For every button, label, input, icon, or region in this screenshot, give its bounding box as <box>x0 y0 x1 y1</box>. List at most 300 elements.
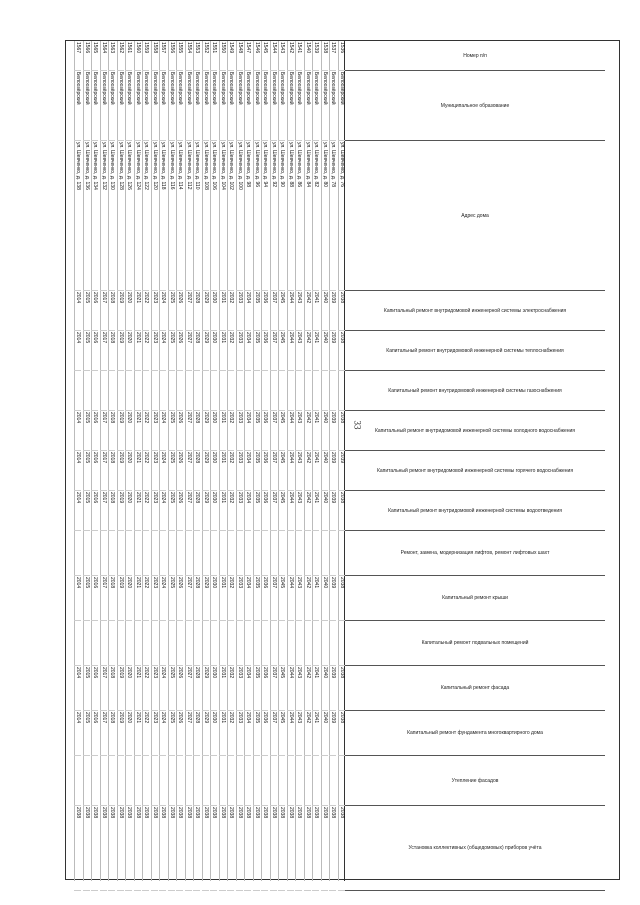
table-cell: 2043 <box>296 576 303 621</box>
table-cell: 2022 <box>143 291 150 331</box>
table-cell: 2020 <box>126 331 133 371</box>
table-cell: 2040 <box>321 451 328 491</box>
table-cell <box>270 531 277 576</box>
header-label: Номер п/п <box>463 52 487 59</box>
table-cell: 2034 <box>245 331 252 371</box>
header-label: Муниципальное образование <box>440 102 510 109</box>
table-cell <box>75 756 82 806</box>
table-cell: 2022 <box>143 411 150 451</box>
table-cell: 2041 <box>313 331 320 371</box>
table-cell <box>134 621 141 666</box>
table-cell: 1553 <box>194 41 201 71</box>
header-cell <box>345 666 605 711</box>
table-cell <box>134 756 141 806</box>
table-cell: 2032 <box>228 411 235 451</box>
table-cell: ул. Шевченко, д. 114 <box>177 141 184 291</box>
table-cell: Белоозёрский <box>168 71 175 141</box>
table-cell <box>236 371 243 411</box>
table-cell: 2030 <box>211 291 218 331</box>
header-label: Установка коллективных (общедомовых) приборов учёта <box>408 845 542 851</box>
header-label: Капитальный ремонт крыши <box>442 595 508 601</box>
table-cell <box>177 531 184 576</box>
table-cell <box>202 621 209 666</box>
table-row <box>245 41 252 881</box>
table-cell: 2029 <box>202 451 209 491</box>
table-cell <box>134 531 141 576</box>
table-row <box>304 41 311 881</box>
table-cell: ул. Шевченко, д. 104 <box>219 141 226 291</box>
table-cell <box>75 621 82 666</box>
table-cell: 2021 <box>134 291 141 331</box>
table-cell: 2015 <box>83 666 90 711</box>
table-cell: 1548 <box>236 41 243 71</box>
table-row <box>202 41 209 881</box>
table-cell <box>75 531 82 576</box>
table-cell <box>177 756 184 806</box>
table-cell: 2029 <box>202 666 209 711</box>
table-cell: 2042 <box>304 331 311 371</box>
table-cell: Белоозёрский <box>194 71 201 141</box>
table-cell <box>287 371 294 411</box>
table-cell: 1544 <box>270 41 277 71</box>
table-cell: 2038 <box>338 411 345 451</box>
table-cell: 2042 <box>304 666 311 711</box>
table-cell: ул. Шевченко, д. 78 <box>330 141 337 291</box>
table-cell: 2020 <box>126 291 133 331</box>
table-cell: 2041 <box>313 576 320 621</box>
table-cell: 2022 <box>143 331 150 371</box>
table-cell <box>262 621 269 666</box>
table-cell: 2025 <box>168 576 175 621</box>
table-cell: 1561 <box>126 41 133 71</box>
table-cell: 2019 <box>117 666 124 711</box>
table-cell: 2038 <box>194 806 201 891</box>
table-cell: 2029 <box>202 711 209 756</box>
table-cell: 2030 <box>211 491 218 531</box>
table-cell: 2039 <box>338 451 345 491</box>
table-cell: 2042 <box>304 291 311 331</box>
table-cell: 2037 <box>270 576 277 621</box>
table-cell: 2040 <box>321 491 328 531</box>
table-row <box>83 41 90 881</box>
table-cell <box>211 371 218 411</box>
table-cell: 2020 <box>126 711 133 756</box>
table-cell: 2016 <box>92 451 99 491</box>
table-cell <box>151 756 158 806</box>
table-cell: 2043 <box>296 331 303 371</box>
table-cell <box>279 621 286 666</box>
table-cell: 2044 <box>287 491 294 531</box>
table-cell: 2035 <box>253 451 260 491</box>
table-cell: 2042 <box>304 491 311 531</box>
table-row <box>262 41 269 881</box>
table-cell <box>236 621 243 666</box>
table-cell: 2037 <box>270 491 277 531</box>
table-cell: 2033 <box>236 576 243 621</box>
table-cell: 2040 <box>321 411 328 451</box>
table-cell: 2035 <box>253 711 260 756</box>
table-cell <box>279 371 286 411</box>
table-row <box>287 41 294 881</box>
table-cell <box>143 621 150 666</box>
table-cell: 2020 <box>126 491 133 531</box>
table-cell: 2038 <box>92 806 99 891</box>
table-cell <box>228 621 235 666</box>
table-cell: 2044 <box>287 411 294 451</box>
table-cell <box>219 371 226 411</box>
table-cell <box>296 756 303 806</box>
table-row <box>177 41 184 881</box>
table-cell <box>287 621 294 666</box>
table-cell: 2015 <box>83 291 90 331</box>
table-cell <box>236 756 243 806</box>
table-cell: 2014 <box>75 666 82 711</box>
table-cell: 2031 <box>219 411 226 451</box>
table-cell: 2039 <box>330 411 337 451</box>
table-cell: 2015 <box>83 491 90 531</box>
table-cell: 2029 <box>202 331 209 371</box>
table-row <box>143 41 150 881</box>
table-cell: 2040 <box>321 291 328 331</box>
table-cell: 2024 <box>160 666 167 711</box>
table-cell: 2038 <box>151 806 158 891</box>
table-cell <box>304 756 311 806</box>
table-cell: 2017 <box>100 411 107 451</box>
table-cell: 2038 <box>117 806 124 891</box>
table-cell <box>126 531 133 576</box>
table-cell: 2025 <box>168 291 175 331</box>
table-cell: 2025 <box>168 411 175 451</box>
header-label: Капитальный ремонт внутридомовой инженерной системы горячего водоснабжения <box>376 467 574 474</box>
table-row <box>185 41 192 881</box>
table-cell: 2023 <box>151 411 158 451</box>
table-cell <box>245 756 252 806</box>
table-cell <box>321 531 328 576</box>
table-cell: Белоозёрский <box>134 71 141 141</box>
table-cell: 2041 <box>313 711 320 756</box>
table-cell <box>92 621 99 666</box>
table-cell: Белоозёрский <box>117 71 124 141</box>
table-cell: ул. Шевченко, д. 76 <box>338 141 345 291</box>
table-cell: 1549 <box>228 41 235 71</box>
table-row <box>270 41 277 881</box>
table-cell <box>194 621 201 666</box>
table-cell: 2019 <box>117 331 124 371</box>
table-cell: 2014 <box>75 491 82 531</box>
table-cell <box>100 621 107 666</box>
table-cell: ул. Шевченко, д. 98 <box>245 141 252 291</box>
table-cell <box>253 531 260 576</box>
header-label: Капитальный ремонт внутридомовой инженерной системы теплоснабжения <box>386 347 564 354</box>
table-cell: 2025 <box>168 451 175 491</box>
table-cell: 1555 <box>177 41 184 71</box>
table-cell: 2038 <box>338 291 345 331</box>
table-cell: 2022 <box>143 491 150 531</box>
table-cell: 1538 <box>321 41 328 71</box>
table-cell: 2023 <box>151 331 158 371</box>
table-cell: 2033 <box>236 331 243 371</box>
table-cell: ул. Шевченко, д. 126 <box>126 141 133 291</box>
table-cell: 1554 <box>185 41 192 71</box>
rotated-table-area <box>65 40 575 851</box>
table-cell: ул. Шевченко, д. 138 <box>75 141 82 291</box>
table-cell: 2041 <box>313 491 320 531</box>
table-cell <box>160 621 167 666</box>
table-cell <box>279 756 286 806</box>
table-cell <box>151 371 158 411</box>
table-cell: 2042 <box>304 451 311 491</box>
table-cell: ул. Шевченко, д. 116 <box>168 141 175 291</box>
table-cell <box>202 531 209 576</box>
table-cell <box>338 621 345 666</box>
table-cell <box>313 531 320 576</box>
table-cell: 2043 <box>296 411 303 451</box>
table-cell: Белоозёрский <box>270 71 277 141</box>
table-cell: 2031 <box>219 491 226 531</box>
table-cell: 2018 <box>109 331 116 371</box>
table-cell: 2032 <box>228 331 235 371</box>
table-cell <box>151 621 158 666</box>
table-cell: Белоозёрский <box>126 71 133 141</box>
table-cell: ул. Шевченко, д. 102 <box>228 141 235 291</box>
table-cell: 2014 <box>75 331 82 371</box>
table-cell: ул. Шевченко, д. 110 <box>194 141 201 291</box>
table-cell <box>304 371 311 411</box>
table-cell: 2040 <box>321 576 328 621</box>
table-cell: 2018 <box>109 491 116 531</box>
table-cell <box>177 621 184 666</box>
table-cell: ул. Шевченко, д. 82 <box>313 141 320 291</box>
table-cell: 1545 <box>262 41 269 71</box>
header-label: Капитальный ремонт внутридомовой инженерной системы водоотведения <box>388 507 562 514</box>
table-cell: 2032 <box>228 291 235 331</box>
table-cell: 2042 <box>304 411 311 451</box>
table-row <box>194 41 201 881</box>
table-body <box>64 41 345 881</box>
table-cell: Белоозёрский <box>185 71 192 141</box>
table-cell <box>168 371 175 411</box>
table-cell: 2024 <box>160 711 167 756</box>
table-cell: 2036 <box>262 411 269 451</box>
table-cell <box>83 531 90 576</box>
table-cell: ул. Шевченко, д. 84 <box>304 141 311 291</box>
table-cell: 2024 <box>160 451 167 491</box>
table-cell <box>330 531 337 576</box>
table-cell: 2018 <box>109 451 116 491</box>
table-cell: 1543 <box>279 41 286 71</box>
header-label: Адрес дома <box>461 212 489 219</box>
table-cell: 2038 <box>338 491 345 531</box>
table-cell: ул. Шевченко, д. 108 <box>202 141 209 291</box>
table-cell: 2026 <box>177 491 184 531</box>
table-cell: Белоозёрский <box>287 71 294 141</box>
table-cell: 2038 <box>126 806 133 891</box>
table-cell: 2016 <box>92 411 99 451</box>
table-cell: 2038 <box>228 806 235 891</box>
table-cell: 2038 <box>143 806 150 891</box>
table-cell: 2038 <box>321 806 328 891</box>
table-cell <box>117 756 124 806</box>
table-cell: 2028 <box>194 711 201 756</box>
table-cell: 2027 <box>185 291 192 331</box>
table-row <box>236 41 243 881</box>
table-cell: 2037 <box>270 451 277 491</box>
table-cell: 2027 <box>185 711 192 756</box>
table-cell: Белоозёрский <box>279 71 286 141</box>
table-cell: 2035 <box>253 291 260 331</box>
table-cell: 2019 <box>117 491 124 531</box>
table-cell: 2037 <box>270 711 277 756</box>
table-cell: 2044 <box>287 331 294 371</box>
table-cell: 2031 <box>219 711 226 756</box>
table-cell: 2040 <box>321 711 328 756</box>
table-cell <box>194 756 201 806</box>
table-cell <box>194 531 201 576</box>
table-cell: 2020 <box>126 576 133 621</box>
table-cell: 2044 <box>287 666 294 711</box>
table-cell: 2038 <box>177 806 184 891</box>
table-cell: 2038 <box>202 806 209 891</box>
table-cell: Белоозёрский <box>151 71 158 141</box>
table-cell: 2022 <box>143 711 150 756</box>
table-cell: 2019 <box>117 451 124 491</box>
header-label: Ремонт, замена, модернизация лифтов, ремонт лифтовых шахт <box>400 550 550 556</box>
table-cell: 2032 <box>228 666 235 711</box>
table-row <box>219 41 226 881</box>
table-cell: 2038 <box>109 806 116 891</box>
table-cell <box>202 756 209 806</box>
table-cell: 2035 <box>253 491 260 531</box>
table-cell: 2038 <box>83 806 90 891</box>
header-cell <box>345 141 605 291</box>
table-cell: 1539 <box>313 41 320 71</box>
table-cell: 2039 <box>330 491 337 531</box>
header-cell <box>345 806 605 891</box>
table-cell: 2045 <box>279 291 286 331</box>
table-cell: 2036 <box>262 291 269 331</box>
table-cell <box>270 756 277 806</box>
table-cell: 1563 <box>109 41 116 71</box>
header-label: Капитальный ремонт внутридомовой инженерной системы газоснабжения <box>388 387 562 394</box>
table-cell: 1540 <box>304 41 311 71</box>
table-cell <box>92 756 99 806</box>
table-cell: 2038 <box>270 806 277 891</box>
table-cell <box>185 756 192 806</box>
header-label: Капитальный ремонт фундамента многоквартирного дома <box>407 730 543 736</box>
table-cell <box>219 621 226 666</box>
table-cell: 2038 <box>219 806 226 891</box>
table-cell: 2023 <box>151 451 158 491</box>
table-cell: 2021 <box>134 451 141 491</box>
table-cell: 2041 <box>313 291 320 331</box>
table-cell <box>236 531 243 576</box>
table-cell: 2038 <box>279 806 286 891</box>
table-cell: 2034 <box>245 576 252 621</box>
table-cell: 1557 <box>160 41 167 71</box>
table-cell: 2015 <box>83 411 90 451</box>
table-cell: ул. Шевченко, д. 90 <box>279 141 286 291</box>
table-cell: 2034 <box>245 411 252 451</box>
table-cell: 2038 <box>338 331 345 371</box>
table-row <box>92 41 99 881</box>
table-cell: 2038 <box>304 806 311 891</box>
table-cell: 2017 <box>100 291 107 331</box>
table-cell: 1558 <box>151 41 158 71</box>
table-cell: 2024 <box>160 331 167 371</box>
table-cell <box>270 621 277 666</box>
table-cell: 2028 <box>194 666 201 711</box>
table-cell: 2026 <box>177 451 184 491</box>
table-cell: 2034 <box>245 491 252 531</box>
table-row <box>168 41 175 881</box>
table-cell <box>202 371 209 411</box>
table-cell: 2026 <box>177 666 184 711</box>
table-cell: 2045 <box>279 491 286 531</box>
table-cell: 2041 <box>313 411 320 451</box>
table-cell: 2038 <box>253 806 260 891</box>
header-cell <box>345 41 605 71</box>
table-cell: 2023 <box>151 711 158 756</box>
table-cell <box>117 531 124 576</box>
table-cell <box>211 756 218 806</box>
table-cell: 2020 <box>126 666 133 711</box>
table-cell: 2030 <box>211 576 218 621</box>
table-cell: 2043 <box>296 451 303 491</box>
table-cell: 2038 <box>338 711 345 756</box>
table-cell: 1556 <box>168 41 175 71</box>
table-cell: 2037 <box>270 411 277 451</box>
table-cell: Белоозёрский <box>330 71 337 141</box>
table-cell <box>100 371 107 411</box>
table-cell: 2043 <box>296 711 303 756</box>
table-cell <box>151 531 158 576</box>
table-cell: 1564 <box>100 41 107 71</box>
table-row <box>279 41 286 881</box>
table-cell <box>109 756 116 806</box>
table-cell: 2042 <box>304 711 311 756</box>
table-cell: 2035 <box>253 411 260 451</box>
table-cell: 2027 <box>185 576 192 621</box>
table-cell <box>228 756 235 806</box>
table-cell: 1566 <box>83 41 90 71</box>
data-table <box>65 40 620 880</box>
table-cell: 2027 <box>185 331 192 371</box>
table-cell: 1559 <box>143 41 150 71</box>
table-cell <box>338 531 345 576</box>
table-cell: 2022 <box>143 576 150 621</box>
table-cell: 2018 <box>109 666 116 711</box>
table-cell: 2031 <box>219 331 226 371</box>
table-cell <box>143 371 150 411</box>
table-cell: ул. Шевченко, д. 94 <box>262 141 269 291</box>
table-cell: 2027 <box>185 491 192 531</box>
table-cell: 2038 <box>338 806 345 891</box>
table-cell <box>177 371 184 411</box>
table-cell <box>83 371 90 411</box>
table-cell <box>117 621 124 666</box>
table-cell: 2036 <box>262 576 269 621</box>
table-cell: 2018 <box>109 291 116 331</box>
table-cell: 2021 <box>134 576 141 621</box>
table-cell: 2043 <box>296 666 303 711</box>
table-row <box>338 41 345 881</box>
table-cell: 2037 <box>270 331 277 371</box>
table-cell: 2014 <box>75 451 82 491</box>
table-cell: 2038 <box>134 806 141 891</box>
table-cell: 2038 <box>296 806 303 891</box>
table-cell <box>211 621 218 666</box>
table-cell <box>330 756 337 806</box>
